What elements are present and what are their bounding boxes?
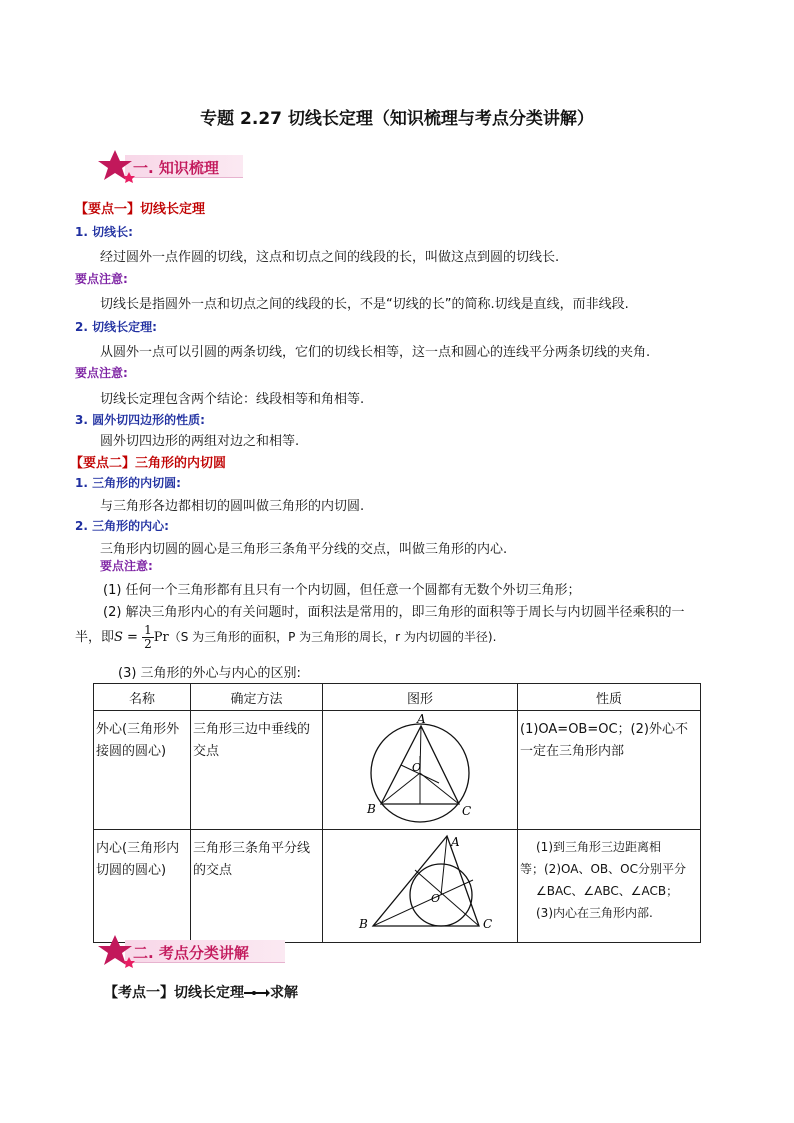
cell-method: 三角形三边中垂线的交点	[191, 711, 323, 830]
note3-line4: (3) 三角形的外心与内心的区别:	[118, 666, 301, 681]
line-suffix: （S 为三角形的面积，P 为三角形的周长，r 为内切圆的半径).	[168, 630, 497, 644]
exam-point1-heading	[104, 982, 298, 1002]
note-label: 要点注意:	[75, 366, 128, 380]
cell-figure	[323, 830, 518, 943]
item2-text: 从圆外一点可以引圆的两条切线，它们的切线长相等，这一点和圆心的连线平分两条切线的夹角.	[100, 345, 651, 360]
table-header-row	[94, 684, 701, 711]
note-label: 要点注意:	[75, 272, 128, 286]
header-method: 确定方法	[191, 684, 323, 711]
item1-label: 1. 切线长:	[75, 225, 133, 239]
p2-item2-text: 三角形内切圆的圆心是三角形三条角平分线的交点，叫做三角形的内心.	[100, 542, 508, 557]
section-title: 一. 知识梳理	[133, 159, 219, 177]
circumcenter-figure	[323, 711, 513, 825]
property-line: ∠BAC、∠ABC、∠ACB；	[536, 884, 679, 898]
fraction-numerator: 1	[144, 623, 152, 637]
label-c: C	[462, 804, 472, 818]
formula-pr: Pr	[153, 630, 169, 645]
property-line: 等；(2)OA、OB、OC分别平分	[520, 862, 686, 876]
cell-name: 内心(三角形内切圆的圆心)	[94, 830, 191, 943]
item2-label: 2. 切线长定理:	[75, 320, 157, 334]
header-figure: 图形	[323, 684, 518, 711]
note3-line1: (1) 任何一个三角形都有且只有一个内切圆，但任意一个圆都有无数个外切三角形；	[103, 583, 581, 598]
header-property: 性质	[518, 684, 701, 711]
cell-name: 外心(三角形外接圆的圆心)	[94, 711, 191, 830]
label-c: C	[483, 917, 493, 931]
line-prefix: 半，即	[75, 630, 115, 645]
cell-method: 三角形三条角平分线的交点	[191, 830, 323, 943]
note1-text: 切线长是指圆外一点和切点之间的线段的长，不是“切线的长”的简称.切线是直线，而非线段.	[100, 297, 629, 312]
label-o: O	[412, 761, 422, 774]
formula-eq: =	[122, 630, 143, 645]
label-b: B	[359, 917, 368, 931]
incenter-figure	[323, 830, 513, 938]
p2-item1-label: 1. 三角形的内切圆:	[75, 476, 181, 490]
property-line: (3)内心在三角形内部.	[536, 906, 653, 920]
table-row	[94, 830, 701, 943]
label-b: B	[367, 802, 376, 816]
section-title: 二. 考点分类讲解	[133, 944, 249, 962]
table-row	[94, 711, 701, 830]
comparison-table	[93, 683, 701, 943]
arrow-icon	[244, 988, 270, 998]
label-a: A	[417, 712, 426, 726]
note3-line3	[75, 624, 496, 651]
p2-item1-text: 与三角形各边都相切的圆叫做三角形的内切圆.	[100, 499, 365, 514]
fraction-denominator: 2	[144, 637, 152, 651]
point1-heading: 【要点一】切线长定理	[75, 202, 206, 217]
formula-fraction	[142, 624, 154, 651]
item3-text: 圆外切四边形的两组对边之和相等.	[100, 434, 300, 449]
exam-point-tail: 求解	[270, 985, 298, 1001]
exam-point-label: 【考点一】切线长定理	[104, 985, 244, 1001]
formula-s: S	[114, 630, 123, 645]
note3-line2: (2) 解决三角形内心的有关问题时，面积法是常用的，即三角形的面积等于周长与内切圆半径乘积的一	[103, 605, 685, 620]
point2-heading: 【要点二】三角形的内切圆	[70, 456, 227, 471]
cell-property: (1)OA=OB=OC；(2)外心不一定在三角形内部	[518, 711, 701, 830]
note-label: 要点注意:	[100, 559, 153, 573]
item1-text: 经过圆外一点作圆的切线，这点和切点之间的线段的长，叫做这点到圆的切线长.	[100, 250, 560, 265]
cell-figure	[323, 711, 518, 830]
cell-property	[518, 830, 701, 943]
p2-item2-label: 2. 三角形的内心:	[75, 519, 169, 533]
header-name: 名称	[94, 684, 191, 711]
section-banner-exam	[95, 933, 295, 967]
label-a: A	[451, 835, 460, 849]
property-line: (1)到三角形三边距离相	[536, 840, 661, 854]
section-banner-knowledge	[95, 148, 255, 182]
item3-label: 3. 圆外切四边形的性质:	[75, 413, 205, 427]
note2-text: 切线长定理包含两个结论：线段相等和角相等.	[100, 392, 365, 407]
page-title: 专题 2.27 切线长定理（知识梳理与考点分类讲解）	[200, 109, 594, 129]
label-o: O	[431, 892, 441, 905]
